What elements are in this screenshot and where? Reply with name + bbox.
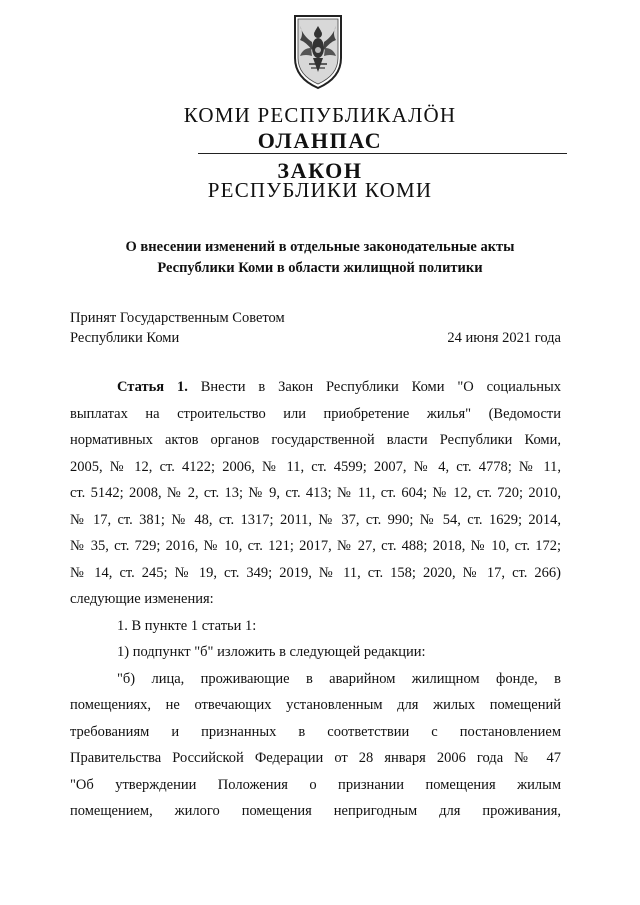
body-line: 2005, № 12, ст. 4122; 2006, № 11, ст. 4599; 2007, № 4, ст. 4778; № 11,	[70, 458, 561, 475]
body-line: нормативных актов органов государственной власти Республики Коми,	[70, 432, 561, 448]
adoption-line-1: Принят Государственным Советом	[70, 310, 285, 326]
law-title-line-1: О внесении изменений в отдельные законодательные акты	[125, 239, 515, 255]
body-line: помещением, жилого помещения непригодным для проживания,	[70, 803, 561, 819]
header-zakon-line: ЗАКОН	[277, 158, 363, 183]
body-line: выплатах на строительство или приобретение жилья" (Ведомости	[70, 405, 561, 422]
body-line: № 17, ст. 381; № 48, ст. 1317; 2011, № 37, ст. 990; № 54, ст. 1629; 2014,	[70, 511, 561, 528]
body-line: № 35, ст. 729; 2016, № 10, ст. 121; 2017, № 27, ст. 488; 2018, № 10, ст. 172;	[70, 538, 561, 554]
adoption-date: 24 июня 2021 года	[447, 330, 561, 346]
adoption-line-2: Республики Коми	[70, 330, 180, 346]
header-respubliki-line: РЕСПУБЛИКИ КОМИ	[207, 178, 433, 202]
body-line: помещениях, не отвечающих установленным для жилых помещений	[70, 697, 561, 713]
law-body	[70, 374, 561, 825]
body-line: "б) лица, проживающие в аварийном жилищном фонде, в	[117, 670, 561, 687]
komi-coat-of-arms-icon	[289, 12, 347, 90]
body-line: 1) подпункт "б" изложить в следующей редакции:	[117, 644, 426, 660]
body-line: 1. В пункте 1 статьи 1:	[117, 617, 257, 634]
body-line: требованиям и признанных в соответствии с постановлением	[70, 723, 561, 740]
law-title-line-2: Республики Коми в области жилищной политики	[157, 260, 483, 276]
header-olanpas-line: ОЛАНПАС	[257, 128, 383, 153]
body-line: ст. 5142; 2008, № 2, ст. 13; № 9, ст. 413; № 11, ст. 604; № 12, ст. 720; 2010,	[70, 485, 561, 501]
header-divider	[198, 153, 567, 154]
header-komi-line: КОМИ РЕСПУБЛИКАЛÖН	[183, 103, 457, 127]
article-label: Статья 1.	[117, 379, 188, 395]
body-line: "Об утверждении Положения о признании помещения жилым	[70, 776, 561, 793]
body-line: Правительства Российской Федерации от 28 января 2006 года № 47	[70, 750, 561, 766]
body-line: Статья 1. Внести в Закон Республики Коми "О социальных	[117, 379, 561, 395]
body-line: № 14, ст. 245; № 19, ст. 349; 2019, № 11, ст. 158; 2020, № 17, ст. 266)	[70, 564, 561, 581]
body-line: следующие изменения:	[70, 591, 214, 607]
